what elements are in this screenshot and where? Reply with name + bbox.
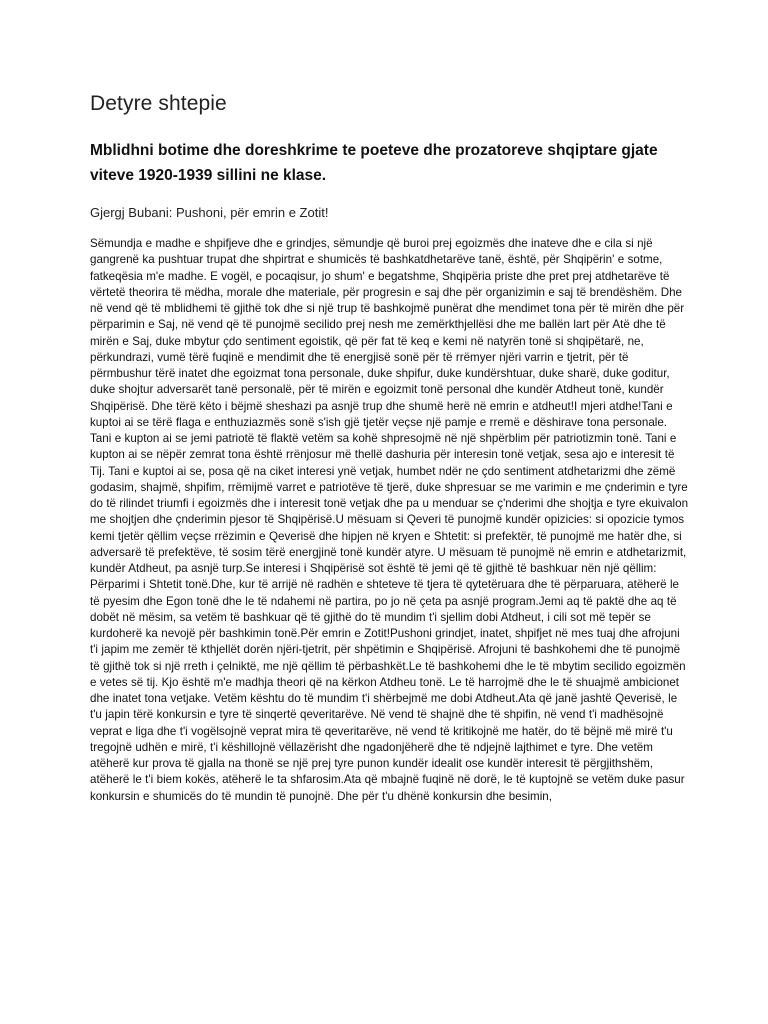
text-subheading: Gjergj Bubani: Pushoni, për emrin e Zotit! bbox=[90, 205, 329, 220]
assignment-heading: Mblidhni botime dhe doreshkrime te poeteve dhe prozatoreve shqiptare gjate viteve 1920-1939 sillini ne klase. bbox=[90, 142, 658, 184]
document-page bbox=[90, 0, 692, 1024]
document-title: Detyre shtepie bbox=[90, 92, 227, 115]
body-paragraph: Sëmundja e madhe e shpifjeve dhe e grindjes, sëmundje që buroi prej egoizmës dhe inateve dhe e cila si një gangrenë ka pushtuar trupat dhe shpirtrat e shumicës të bashkatdhetarëve tanë, është, për Shqipërin' e sotme, fatkeqësia m'e madhe. E vogël, e pocaqisur, jo shum' e begatshme, Shqipëria priste dhe pret prej atdhetarëve të vërtetë theorira të mëdha, morale dhe materiale, për progresin e saj dhe për organizimin e saj të brendëshëm. Dhe në vend që të mblidhemi të gjithë tok dhe si një trup të bashkojmë punërat dhe mendimet tona për të mirën dhe për përparimin e Saj, në vend që të punojmë secilido prej nesh me zemërkthjellësi dhe me ballën lart për Atë dhe të mirën e Saj, duke mbytur çdo sentiment egoistik, që për fat të keq e kemi në natyrën tonë si shqipëtarë, ne, përkundrazi, vumë tërë fuqinë e mendimit dhe të energjisë sonë për të rrëmyer njëri varrin e tjetrit, për të përmbushur tërë inatet dhe egoizmat tona personale, duke shpifur, duke kundërshtuar, duke sharë, duke goditur, duke shojtur adversarët tanë personalë, për të mirën e egoizmit tonë personal dhe kundër Atdheut tonë, kundër Shqipërisë. Dhe tërë këto i bëjmë sheshazi pa asnjë trup dhe shumë herë në emrin e atdheut!I mjeri atdhe!Tani e kuptoi ai se tërë flaga e enthuziazmës sonë s'ish gjë tjetër veçse një pamje e rremë e dëshirave tona personale. Tani e kupton ai se jemi patriotë të flaktë vetëm sa kohë shpresojmë në një shpërblim për patriotizmin tonë. Tani e kupton ai se nëpër zemrat tona është rrënjosur më thellë dashuria për interesin tonë vetjak, sesa ajo e interesit të Tij. Tani e kuptoi ai se, posa që na ciket interesi ynë vetjak, humbet ndër ne çdo sentiment atdhetarizmi dhe zëmë godasim, shajmë, shpifim, rrëmijmë varret e patriotëve të tjerë, duke shpresuar se me varimin e me çnderimin e tyre do të rilindet triumfi i egoizmës dhe i interesit tonë vetjak dhe pa u menduar se ç'nderimi dhe shojtja e tyre ekuivalon me shojtjen dhe çnderimin pjesor të Shqipërisë.U mësuam si Qeveri të punojmë kundër opizicies: si opozicie tymos kemi tjetër qëllim veçse rrëzimin e Qeverisë dhe hipjen në kryen e Shtetit: si prefektër, të punojmë me hatër dhe, si adversarë të prefektëve, të sosim tërë energjinë tonë kundër atyre. U mësuam të punojmë në emrin e atdhetarizmit, kundër Atdheut, pa asnjë turp.Se interesi i Shqipërisë sot është të jemi që të gjithë të bashkuar nën një qëllim: Përparimi i Shtetit tonë.Dhe, kur të arrijë në radhën e shteteve të tjera të qytetëruara dhe të përparuara, atëherë le të pyesim dhe Egon tonë dhe le të ndahemi në partira, po jo në çeta pa asnjë program.Jemi aq të paktë dhe aq të dobët në mësim, sa vetëm të bashkuar që të gjithë do të mundim t'i sjellim dobi Atdheut, i cili sot më tepër se kurdoherë ka nevojë për bashkimin tonë.Për emrin e Zotit!Pushoni grindjet, inatet, shpifjet në mes tuaj dhe afrojuni t'i japim me zemër të kthjellët dorën njëri-tjetrit, për shpëtimin e Shqipërisë. Afrojuni të bashkohemi dhe të punojmë të gjithë tok si një rreth i çelniktë, me një qëllim të përbashkët.Le të bashkohemi dhe le të mbytim secilido egoizmën e vetes së tij. Kjo është m'e madhja theori që na kërkon Atdheu tonë. Le të harrojmë dhe le të shuajmë ambicionet dhe inatet tona vetjake. Vetëm kështu do të mundim t'i shërbejmë me dobi Atdheut.Ata që janë jashtë Qeverisë, le t'u japin tërë konkursin e tyre të sinqertë qeveritarëve. Në vend të shajnë dhe të shpifin, në vend t'i madhësojnë veprat e liga dhe t'i vogëlsojnë veprat mira të qeveritarëve, në vend të kritikojnë me hatër, do të bëjnë më mirë t'u tregojnë udhën e mirë, t'i këshillojnë vëllazërisht dhe ngadonjëherë dhe të ndjejnë lajthimet e tyre. Dhe vetëm atëherë kur prova të gjalla na thonë se një prej tyre punon kundër idealit ose kundër interesit të përgjithshëm, atëherë le t'i biem kokës, atëherë le ta shfarosim.Ata që mbajnë fuqinë në dorë, le të kuptojnë se vetëm duke pasur konkursin e shumicës do të mundin të punojnë. Dhe për t'u dhënë konkursin dhe besimin, bbox=[90, 237, 689, 803]
